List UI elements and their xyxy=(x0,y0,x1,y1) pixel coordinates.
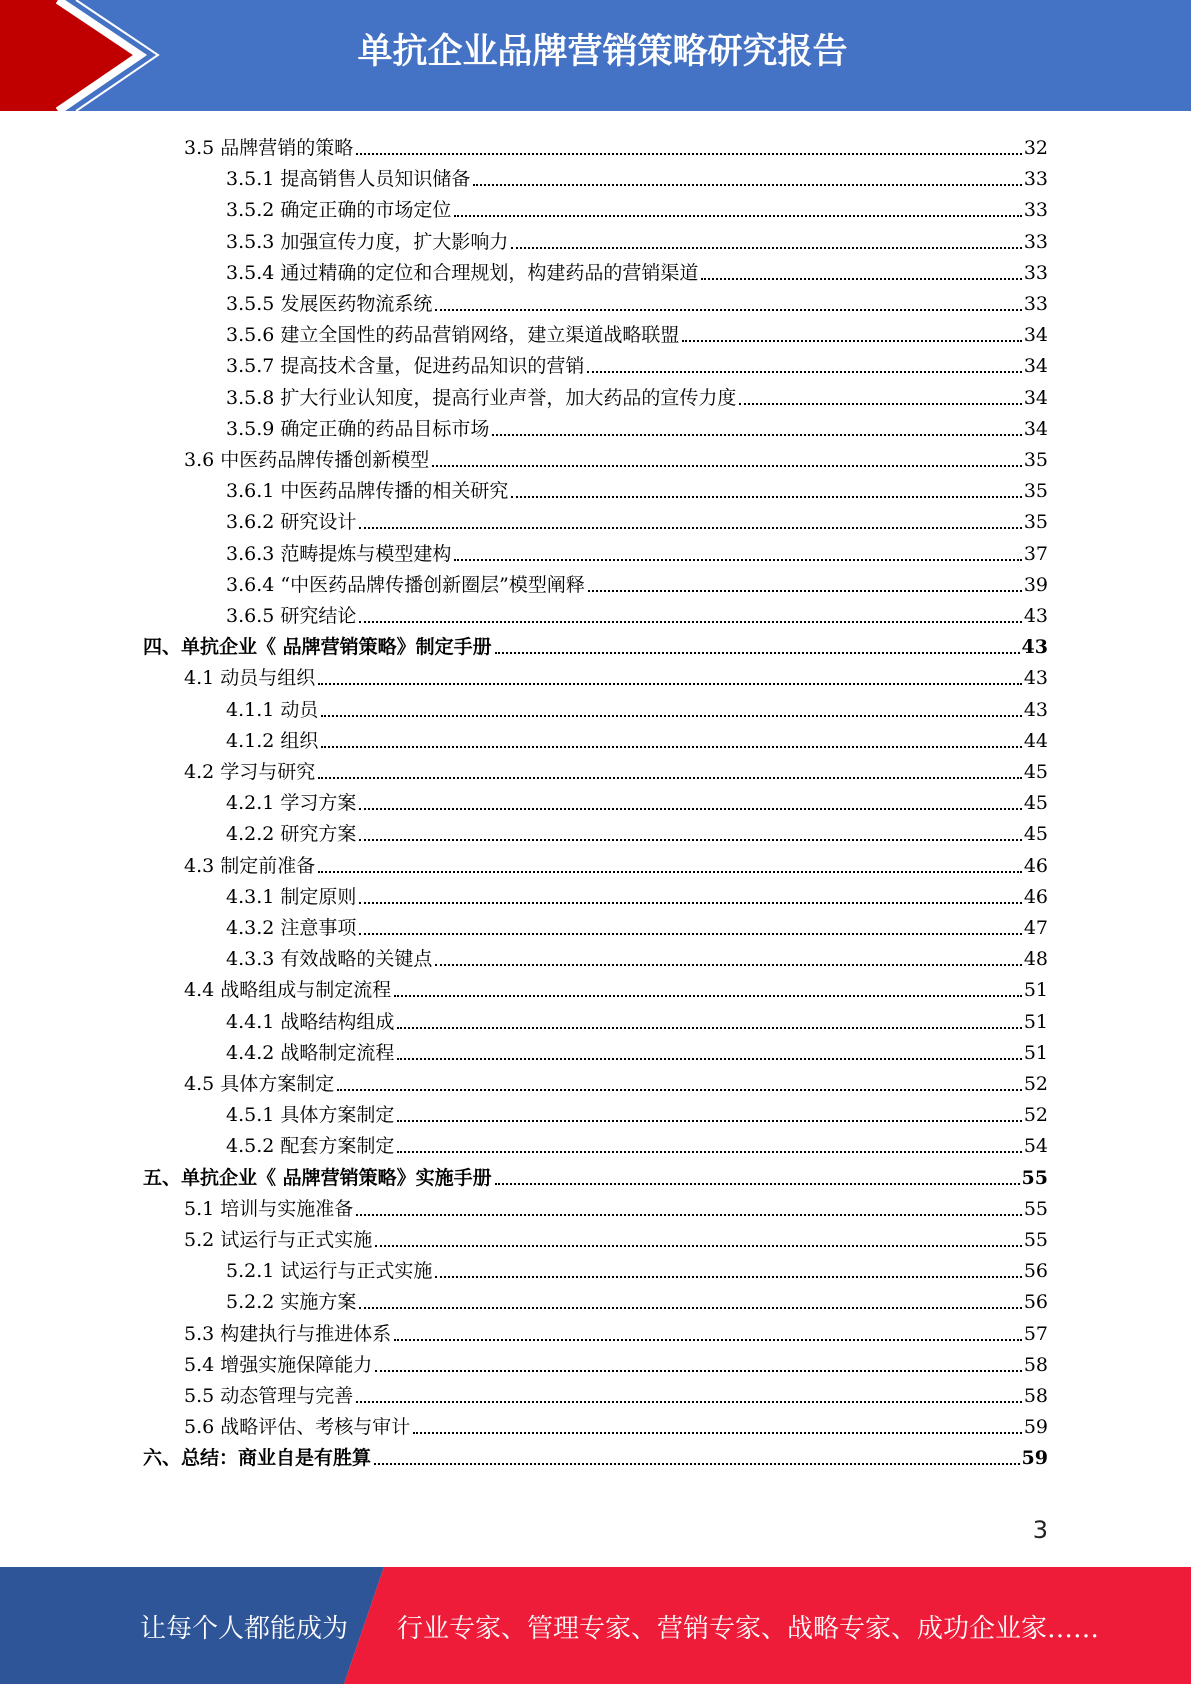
toc-entry[interactable] xyxy=(184,846,1048,877)
toc-dot-leader xyxy=(495,1183,1020,1185)
toc-entry-page: 43 xyxy=(1023,605,1048,627)
toc-dot-leader xyxy=(454,215,1021,217)
toc-entry[interactable] xyxy=(226,378,1048,409)
toc-entry-number: 4.5.1 xyxy=(226,1104,281,1127)
toc-entry-page: 55 xyxy=(1021,1166,1048,1189)
toc-entry-title: 试运行与正式实施 xyxy=(220,1229,373,1251)
toc-entry-number: 4.5.2 xyxy=(226,1135,281,1158)
toc-dot-leader xyxy=(321,715,1021,717)
toc-entry-title: 中医药品牌传播创新模型 xyxy=(220,449,430,471)
toc-entry[interactable] xyxy=(226,1282,1048,1313)
toc-dot-leader xyxy=(511,247,1021,249)
toc-entry-title: 有效战略的关键点 xyxy=(280,948,433,971)
toc-dot-leader xyxy=(359,902,1021,904)
toc-entry[interactable] xyxy=(226,284,1048,315)
toc-entry[interactable] xyxy=(184,1189,1048,1220)
toc-dot-leader xyxy=(588,590,1022,592)
toc-dot-leader xyxy=(701,278,1021,280)
toc-dot-leader xyxy=(359,933,1021,935)
toc-entry[interactable] xyxy=(143,1438,1048,1469)
toc-entry-number: 5.4 xyxy=(184,1353,221,1376)
page-footer xyxy=(0,1567,1191,1684)
toc-entry[interactable] xyxy=(226,1095,1048,1126)
toc-entry-title: 具体方案制定 xyxy=(280,1104,395,1127)
toc-dot-leader xyxy=(375,1245,1022,1247)
toc-entry-page: 43 xyxy=(1023,698,1048,721)
toc-entry[interactable] xyxy=(184,128,1048,159)
toc-dot-leader xyxy=(682,340,1021,342)
toc-entry-page: 45 xyxy=(1023,761,1048,783)
toc-entry-number: 3.6.4 xyxy=(226,573,281,596)
toc-entry-number: 4.1.2 xyxy=(226,729,281,752)
toc-entry-page: 46 xyxy=(1023,854,1048,877)
toc-entry-title: 培训与实施准备 xyxy=(220,1197,354,1220)
toc-entry-title: 提高技术含量，促进药品知识的营销 xyxy=(280,355,585,378)
toc-entry-number: 3.5.5 xyxy=(226,293,281,315)
toc-entry-title: 研究设计 xyxy=(280,511,357,534)
toc-entry-number: 3.6 xyxy=(184,449,221,471)
toc-entry-page: 34 xyxy=(1023,355,1048,378)
toc-entry[interactable] xyxy=(226,1002,1048,1033)
toc-dot-leader xyxy=(739,403,1021,405)
toc-entry[interactable] xyxy=(184,1345,1048,1376)
toc-entry-number: 3.5.3 xyxy=(226,230,281,253)
toc-dot-leader xyxy=(397,1027,1021,1029)
toc-dot-leader xyxy=(432,465,1022,467)
toc-entry-number: 4.1.1 xyxy=(226,698,281,721)
toc-entry-title: 动员与组织 xyxy=(220,667,316,690)
toc-dot-leader xyxy=(356,1214,1022,1216)
toc-entry-page: 33 xyxy=(1023,293,1048,315)
toc-entry-number: 3.6.5 xyxy=(226,605,281,627)
toc-entry-title: 五、单抗企业《 品牌营销策略》实施手册 xyxy=(143,1166,492,1189)
toc-entry-title: 品牌营销的策略 xyxy=(220,137,354,159)
toc-entry-number: 3.5.9 xyxy=(226,417,281,440)
toc-entry-title: 制定前准备 xyxy=(220,854,316,877)
toc-entry-page: 37 xyxy=(1023,542,1048,565)
toc-entry-title: 试运行与正式实施 xyxy=(280,1260,433,1283)
toc-entry-title: 动态管理与完善 xyxy=(220,1385,354,1407)
toc-dot-leader xyxy=(454,559,1021,561)
toc-entry-page: 34 xyxy=(1023,417,1048,440)
toc-entry-number: 4.3 xyxy=(184,854,221,877)
toc-entry-page: 35 xyxy=(1023,480,1048,503)
toc-entry[interactable] xyxy=(226,1251,1048,1282)
toc-entry-title: 学习与研究 xyxy=(220,761,316,783)
toc-entry-page: 45 xyxy=(1023,792,1048,815)
toc-entry-page: 52 xyxy=(1023,1073,1048,1095)
toc-entry-page: 33 xyxy=(1023,199,1048,222)
toc-entry-number: 3.5.6 xyxy=(226,324,281,347)
toc-entry-title: 配套方案制定 xyxy=(280,1135,395,1158)
toc-entry-title: 动员 xyxy=(280,698,319,721)
toc-dot-leader xyxy=(394,1339,1022,1341)
toc-entry[interactable] xyxy=(143,1158,1048,1189)
toc-entry-title: 扩大行业认知度，提高行业声誉，加大药品的宣传力度 xyxy=(280,386,737,409)
toc-entry-page: 55 xyxy=(1023,1229,1048,1251)
toc-entry[interactable] xyxy=(184,1064,1048,1095)
toc-entry-title: 四、单抗企业《 品牌营销策略》制定手册 xyxy=(143,636,492,659)
toc-entry-page: 43 xyxy=(1021,636,1048,659)
toc-entry-number: 4.1 xyxy=(184,667,221,690)
report-title: 单抗企业品牌营销策略研究报告 xyxy=(357,32,848,72)
toc-dot-leader xyxy=(413,1432,1022,1434)
toc-entry[interactable] xyxy=(226,565,1048,596)
toc-entry-page: 33 xyxy=(1023,261,1048,284)
toc-entry-title: 注意事项 xyxy=(280,917,357,939)
toc-entry-number: 3.5.2 xyxy=(226,199,281,222)
toc-entry-page: 43 xyxy=(1023,667,1048,690)
toc-dot-leader xyxy=(492,434,1021,436)
toc-entry[interactable] xyxy=(184,752,1048,783)
toc-entry[interactable] xyxy=(226,502,1048,533)
toc-dot-leader xyxy=(397,1058,1021,1060)
toc-entry[interactable] xyxy=(226,690,1048,721)
footer-slogan-left: 让每个人都能成为 xyxy=(140,1614,349,1644)
toc-entry[interactable] xyxy=(226,1033,1048,1064)
toc-entry-number: 4.2.2 xyxy=(226,823,281,846)
toc-entry-page: 45 xyxy=(1023,823,1048,846)
toc-entry-number: 4.5 xyxy=(184,1073,221,1095)
toc-entry-page: 46 xyxy=(1023,885,1048,908)
toc-entry[interactable] xyxy=(226,877,1048,908)
toc-dot-leader xyxy=(394,995,1022,997)
toc-entry[interactable] xyxy=(184,658,1048,689)
toc-entry-title: 制定原则 xyxy=(280,885,357,908)
toc-entry-number: 5.2.2 xyxy=(226,1291,281,1314)
toc-entry[interactable] xyxy=(226,253,1048,284)
toc-entry-page: 44 xyxy=(1023,729,1048,752)
toc-entry[interactable] xyxy=(226,159,1048,190)
toc-entry[interactable] xyxy=(226,814,1048,845)
toc-entry[interactable] xyxy=(184,440,1048,471)
toc-dot-leader xyxy=(337,1089,1022,1091)
toc-entry-page: 59 xyxy=(1021,1447,1048,1470)
toc-entry-title: 具体方案制定 xyxy=(220,1073,335,1095)
toc-entry[interactable] xyxy=(226,315,1048,346)
toc-entry-number: 5.5 xyxy=(184,1385,221,1407)
toc-dot-leader xyxy=(435,1276,1021,1278)
toc-dot-leader xyxy=(495,652,1020,654)
toc-entry-title: 战略组成与制定流程 xyxy=(220,979,392,1002)
toc-entry-number: 5.3 xyxy=(184,1322,221,1345)
toc-entry-title: 增强实施保障能力 xyxy=(220,1353,373,1376)
toc-entry-number: 3.6.2 xyxy=(226,511,281,534)
toc-dot-leader xyxy=(356,153,1022,155)
toc-dot-leader xyxy=(318,683,1022,685)
toc-entry-page: 51 xyxy=(1023,1010,1048,1033)
toc-entry-page: 39 xyxy=(1023,573,1048,596)
toc-entry-number: 3.5.4 xyxy=(226,261,281,284)
toc-entry[interactable] xyxy=(184,1314,1048,1345)
toc-entry[interactable] xyxy=(184,1376,1048,1407)
toc-entry-title: 研究结论 xyxy=(280,605,357,627)
toc-entry-number: 5.6 xyxy=(184,1416,221,1439)
toc-dot-leader xyxy=(359,621,1021,623)
toc-entry-title: 实施方案 xyxy=(280,1291,357,1314)
toc-entry-title: 学习方案 xyxy=(280,792,357,815)
toc-entry-title: 加强宣传力度，扩大影响力 xyxy=(280,230,509,253)
toc-entry-number: 4.4 xyxy=(184,979,221,1002)
toc-entry[interactable] xyxy=(184,1220,1048,1251)
toc-entry-page: 47 xyxy=(1023,917,1048,939)
toc-entry-page: 33 xyxy=(1023,230,1048,253)
toc-entry-page: 32 xyxy=(1023,137,1048,159)
toc-entry-title: 研究方案 xyxy=(280,823,357,846)
toc-entry-page: 35 xyxy=(1023,449,1048,471)
toc-entry[interactable] xyxy=(184,1407,1048,1438)
toc-dot-leader xyxy=(374,1463,1020,1465)
toc-entry-page: 51 xyxy=(1023,1041,1048,1064)
toc-entry-page: 56 xyxy=(1023,1291,1048,1314)
toc-dot-leader xyxy=(318,777,1022,779)
toc-entry-title: 范畴提炼与模型建构 xyxy=(280,542,452,565)
toc-entry-number: 4.2.1 xyxy=(226,792,281,815)
footer-slogan-right: 行业专家、管理专家、营销专家、战略专家、成功企业家…… xyxy=(397,1614,1100,1644)
toc-entry[interactable] xyxy=(226,190,1048,221)
toc-entry-number: 5.2.1 xyxy=(226,1260,281,1283)
toc-entry-number: 4.4.2 xyxy=(226,1041,281,1064)
toc-entry[interactable] xyxy=(226,596,1048,627)
toc-entry-number: 3.5 xyxy=(184,137,221,159)
toc-entry[interactable] xyxy=(226,471,1048,502)
toc-entry-number: 5.2 xyxy=(184,1229,221,1251)
toc-dot-leader xyxy=(359,839,1021,841)
toc-entry-title: 战略结构组成 xyxy=(280,1010,395,1033)
toc-entry-number: 4.4.1 xyxy=(226,1010,281,1033)
toc-entry-number: 4.3.3 xyxy=(226,948,281,971)
toc-entry-page: 57 xyxy=(1023,1322,1048,1345)
toc-dot-leader xyxy=(587,371,1021,373)
toc-entry-title: 通过精确的定位和合理规划，构建药品的营销渠道 xyxy=(280,261,699,284)
toc-entry[interactable] xyxy=(226,222,1048,253)
toc-dot-leader xyxy=(321,746,1021,748)
toc-entry-title: 构建执行与推进体系 xyxy=(220,1322,392,1345)
toc-entry[interactable] xyxy=(226,721,1048,752)
toc-dot-leader xyxy=(318,871,1022,873)
toc-dot-leader xyxy=(359,808,1021,810)
toc-entry-title: 建立全国性的药品营销网络，建立渠道战略联盟 xyxy=(280,324,680,347)
toc-entry-title: 提高销售人员知识储备 xyxy=(280,168,471,191)
toc-entry[interactable] xyxy=(226,534,1048,565)
toc-entry-number: 3.5.8 xyxy=(226,386,281,409)
toc-entry-title: 确定正确的市场定位 xyxy=(280,199,452,222)
toc-entry-number: 3.5.7 xyxy=(226,355,281,378)
toc-entry-title: 中医药品牌传播的相关研究 xyxy=(280,480,509,503)
toc-entry-page: 56 xyxy=(1023,1260,1048,1283)
toc-entry[interactable] xyxy=(184,970,1048,1001)
toc-entry-page: 33 xyxy=(1023,168,1048,191)
toc-dot-leader xyxy=(435,964,1021,966)
toc-entry-number: 5.1 xyxy=(184,1197,221,1220)
toc-entry[interactable] xyxy=(226,783,1048,814)
toc-dot-leader xyxy=(473,184,1021,186)
toc-entry-number: 3.5.1 xyxy=(226,168,281,191)
toc-entry-page: 58 xyxy=(1023,1385,1048,1407)
toc-entry-number: 4.2 xyxy=(184,761,221,783)
toc-dot-leader xyxy=(359,1307,1021,1309)
toc-entry[interactable] xyxy=(226,346,1048,377)
toc-dot-leader xyxy=(356,1401,1022,1403)
page-header xyxy=(0,0,1191,111)
page-number: 3 xyxy=(1032,1516,1048,1544)
toc-entry-page: 52 xyxy=(1023,1104,1048,1127)
toc-dot-leader xyxy=(397,1120,1021,1122)
toc-entry-number: 3.6.3 xyxy=(226,542,281,565)
toc-dot-leader xyxy=(435,309,1021,311)
toc-entry-page: 48 xyxy=(1023,948,1048,971)
toc-dot-leader xyxy=(397,1151,1021,1153)
toc-entry[interactable] xyxy=(143,627,1048,658)
toc-dot-leader xyxy=(375,1370,1022,1372)
toc-entry[interactable] xyxy=(226,908,1048,939)
toc-entry-title: 组织 xyxy=(280,729,319,752)
toc-entry-title: 发展医药物流系统 xyxy=(280,293,433,315)
toc-entry-page: 55 xyxy=(1023,1197,1048,1220)
toc-entry-title: 确定正确的药品目标市场 xyxy=(280,417,490,440)
toc-entry-page: 59 xyxy=(1023,1416,1048,1439)
toc-entry-number: 4.3.2 xyxy=(226,917,281,939)
toc-dot-leader xyxy=(511,496,1021,498)
toc-entry-page: 58 xyxy=(1023,1353,1048,1376)
toc-entry[interactable] xyxy=(226,939,1048,970)
toc-entry[interactable] xyxy=(226,409,1048,440)
toc-entry-title: 六、总结：商业自是有胜算 xyxy=(143,1447,372,1470)
toc-entry-title: 战略评估、考核与审计 xyxy=(220,1416,411,1439)
toc-entry-title: “中医药品牌传播创新圈层”模型阐释 xyxy=(280,573,585,596)
toc-entry-page: 34 xyxy=(1023,386,1048,409)
toc-entry[interactable] xyxy=(226,1126,1048,1157)
toc-entry-page: 51 xyxy=(1023,979,1048,1002)
toc-entry-number: 4.3.1 xyxy=(226,885,281,908)
toc-dot-leader xyxy=(359,527,1021,529)
toc-entry-page: 34 xyxy=(1023,324,1048,347)
toc-entry-number: 3.6.1 xyxy=(226,480,281,503)
toc-entry-title: 战略制定流程 xyxy=(280,1041,395,1064)
toc-entry-page: 54 xyxy=(1023,1135,1048,1158)
toc-entry-page: 35 xyxy=(1023,511,1048,534)
